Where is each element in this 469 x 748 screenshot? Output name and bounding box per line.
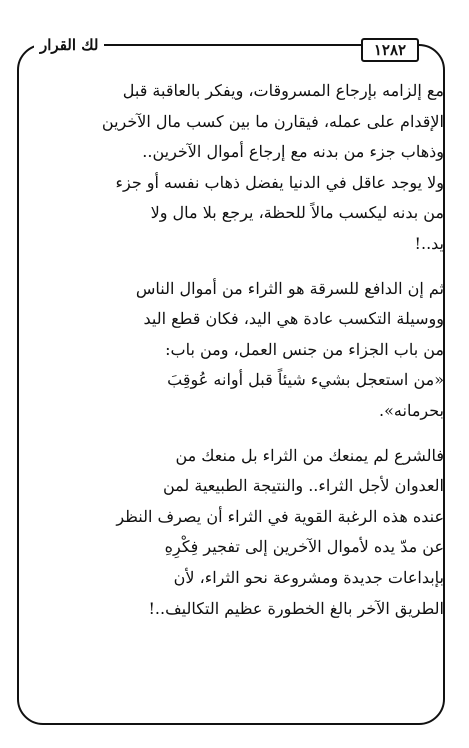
text-line: من بدنه ليكسب مالاً للحظة، يرجع بلا مال ولا <box>150 203 444 223</box>
text-line: الطريق الآخر بالغ الخطورة عظيم التكاليف..! <box>148 598 444 618</box>
text-line: فالشرع لم يمنعك من الثراء بل منعك من <box>175 445 444 465</box>
text-line: «من استعجل بشيء شيئاً قبل أوانه عُوقِبَ <box>167 370 444 390</box>
text-line: الإقدام على عمله، فيقارن ما بين كسب مال الآخرين <box>101 111 444 131</box>
text-line: ولا يوجد عاقل في الدنيا يفضل ذهاب نفسه أو جزء <box>115 172 444 192</box>
paragraph-2 <box>40 274 444 427</box>
text-line: العدوان لأجل الثراء.. والنتيجة الطبيعية لمن <box>162 476 444 496</box>
paragraph-1 <box>40 76 444 260</box>
running-header-title: لك القرار <box>34 34 104 56</box>
text-line: يد..! <box>414 233 444 253</box>
text-line: بحرمانه». <box>379 400 444 420</box>
text-line: ثم إن الدافع للسرقة هو الثراء من أموال الناس <box>135 278 444 298</box>
text-line: وذهاب جزء من بدنه مع إرجاع أموال الآخرين.. <box>142 142 444 162</box>
text-line: ووسيلة التكسب عادة هي اليد، فكان قطع اليد <box>143 309 444 329</box>
text-line: من باب الجزاء من جنس العمل، ومن باب: <box>165 339 444 359</box>
paragraph-gap <box>40 260 444 274</box>
body-text <box>40 76 444 624</box>
page-number-box: ١٢٨٢ <box>361 38 419 62</box>
text-line: بإبداعات جديدة ومشروعة نحو الثراء، لأن <box>173 567 444 587</box>
text-line: مع إلزامه بإرجاع المسروقات، ويفكر بالعاقبة قبل <box>122 81 444 100</box>
paragraph-gap <box>40 427 444 441</box>
text-line: عنده هذه الرغبة القوية في الثراء أن يصرف النظر <box>116 506 444 526</box>
text-line: عن مدّ يده لأموال الآخرين إلى تفجير فِكْرِهِ <box>164 537 444 557</box>
paragraph-3 <box>40 441 444 625</box>
